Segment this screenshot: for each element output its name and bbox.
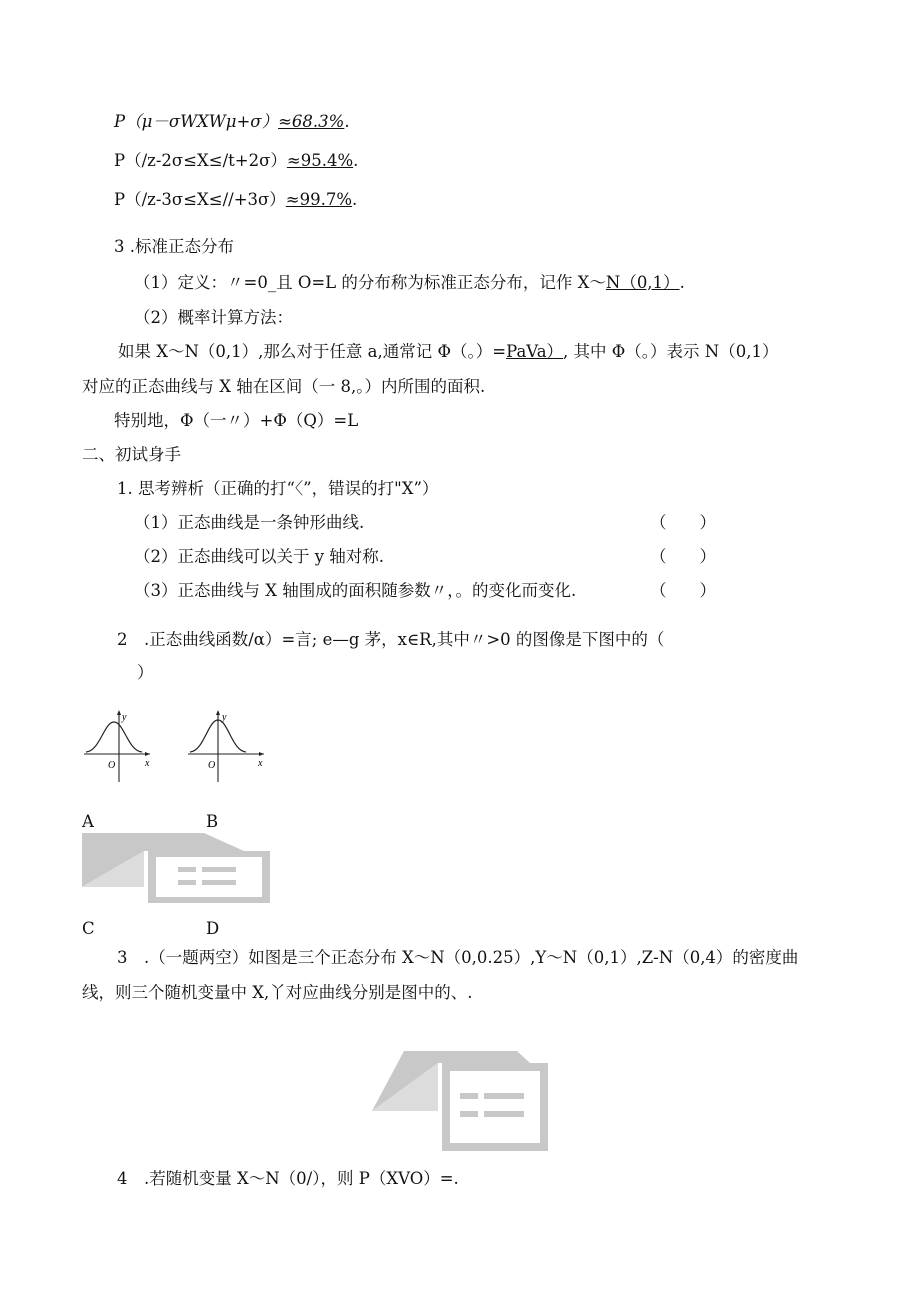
std-def-notation: N（0,1） — [605, 273, 680, 292]
std-heading: 3 .标准正态分布 — [114, 237, 234, 256]
formula-1-value: ≈68.3% — [278, 112, 345, 131]
q2-line-1: 2 .正态曲线函数/α）=言; e—g 茅，x∈R,其中〃>0 的图像是下图中的（ — [117, 630, 665, 649]
std-def-end: . — [679, 273, 685, 292]
q1-item-3: （3）正态曲线与 X 轴围成的面积随参数〃，。的变化而变化. — [134, 581, 577, 600]
formula-1-end: . — [344, 112, 350, 131]
formula-2-value: ≈95.4% — [286, 151, 354, 170]
std-special: 特别地，Φ（一〃）+Φ（Q）=L — [114, 411, 359, 430]
graph-a — [82, 708, 154, 784]
std-para-line-1 — [118, 341, 778, 363]
q1-item-3-answer-blank: （ ） — [650, 581, 716, 600]
std-para-rest: , 其中 Φ（。）表示 N（0,1） — [563, 342, 779, 361]
q1-item-2: （2）正态曲线可以关于 y 轴对称. — [134, 547, 385, 566]
graph-a-curve — [86, 722, 142, 752]
option-label-a: A — [82, 812, 94, 831]
formula-line-1 — [114, 111, 350, 133]
formula-3-end: . — [352, 190, 358, 209]
q1-item-2-answer-blank: （ ） — [650, 547, 716, 566]
formula-3-value: ≈99.7% — [285, 190, 353, 209]
section-title: 二、初试身手 — [82, 445, 181, 464]
option-label-d: D — [206, 919, 220, 938]
formula-line-2 — [114, 150, 358, 172]
q1-item-1: （1）正态曲线是一条钟形曲线. — [134, 513, 365, 532]
graph-b — [186, 708, 268, 784]
formula-1-expr: P（μ－σWXWμ+σ） — [114, 112, 279, 131]
formula-2-expr: P（/z-2σ≤X≤/t+2σ） — [114, 151, 287, 170]
image-placeholder-cd — [82, 829, 274, 907]
std-para-answer: PaVa） — [506, 342, 564, 361]
image-placeholder-q3 — [372, 1049, 552, 1153]
formula-3-expr: P（/z-3σ≤X≤//+3σ） — [114, 190, 286, 209]
option-label-b: B — [206, 812, 219, 831]
q1-title: 1. 思考辨析（正确的打“〈”，错误的打"X”） — [117, 479, 439, 498]
std-definition — [134, 272, 685, 294]
std-def-text: （1）定义：〃=0_且 O=L 的分布称为标准正态分布，记作 X～ — [134, 273, 606, 292]
graph-a-y-label: y — [122, 712, 127, 723]
q4-line: 4 .若随机变量 X～N（0/），则 P（XVO）=. — [117, 1169, 459, 1188]
std-method: （2）概率计算方法： — [134, 308, 293, 327]
q2-line-2: ） — [137, 663, 154, 682]
option-label-c: C — [82, 919, 95, 938]
std-para-line-2: 对应的正态曲线与 X 轴在区间（一 8,。）内所围的面积. — [82, 377, 486, 396]
q3-line-2: 线，则三个随机变量中 X,丫对应曲线分别是图中的、. — [82, 983, 473, 1002]
formula-2-end: . — [353, 151, 359, 170]
graph-b-x-label: x — [258, 758, 263, 769]
graph-b-y-label: y — [222, 712, 227, 723]
q1-item-1-answer-blank: （ ） — [650, 513, 716, 532]
graph-a-origin-label: O — [108, 760, 116, 771]
graph-b-origin-label: O — [208, 760, 216, 771]
graph-a-x-label: x — [145, 758, 150, 769]
q3-line-1: 3 .（一题两空）如图是三个正态分布 X～N（0,0.25）,Y～N（0,1）,Z-N（0,4）的密度曲 — [117, 948, 799, 967]
std-para-text: 如果 X～N（0,1）,那么对于任意 a,通常记 Φ（。）= — [118, 342, 507, 361]
formula-line-3 — [114, 189, 357, 211]
